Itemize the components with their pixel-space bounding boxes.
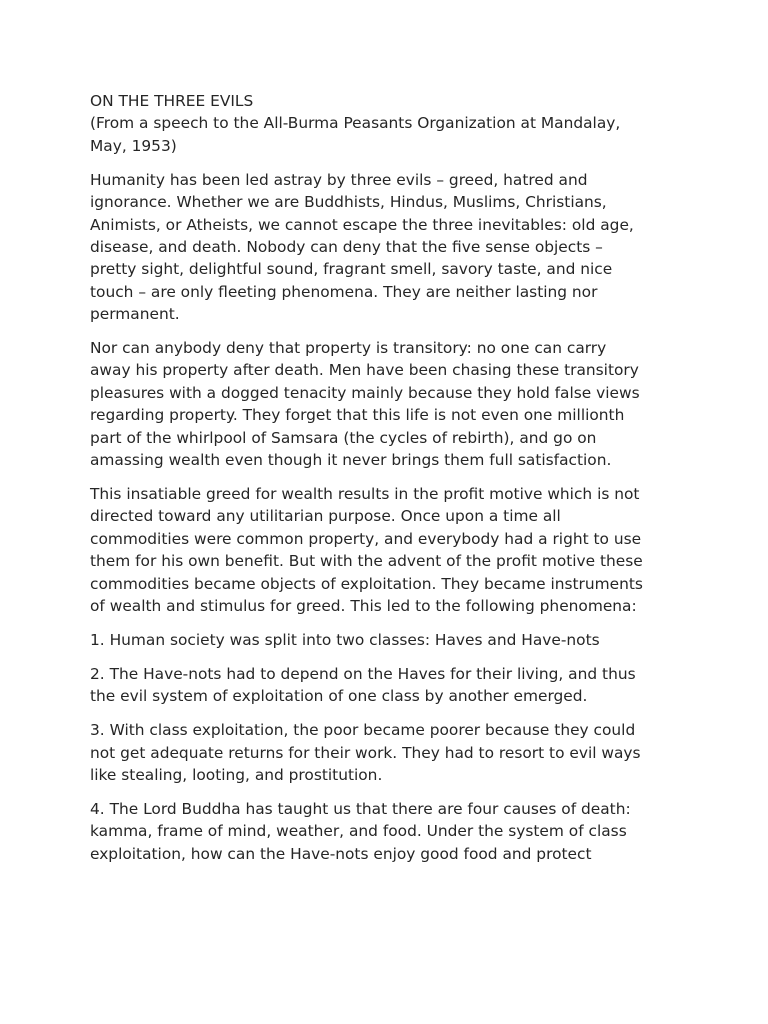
paragraph-line: ignorance. Whether we are Buddhists, Hindus, Muslims, Christians, <box>90 193 607 212</box>
paragraph-line: like stealing, looting, and prostitution. <box>90 765 383 784</box>
paragraph-line: away his property after death. Men have been chasing these transitory <box>90 361 639 380</box>
paragraph-line: commodities were common property, and everybody had a right to use <box>90 529 642 548</box>
paragraph-line: part of the whirlpool of Samsara (the cycles of rebirth), and go on <box>90 428 597 447</box>
document-heading <box>90 90 690 157</box>
paragraph-line: permanent. <box>90 305 180 324</box>
numbered-point <box>90 719 690 786</box>
paragraph <box>90 337 690 471</box>
numbered-point <box>90 663 690 708</box>
paragraph-line: directed toward any utilitarian purpose. Once upon a time all <box>90 507 561 526</box>
paragraph-line: 2. The Have-nots had to depend on the Haves for their living, and thus <box>90 664 636 683</box>
paragraph <box>90 169 690 326</box>
paragraph-line: Animists, or Atheists, we cannot escape the three inevitables: old age, <box>90 215 634 234</box>
paragraph-line: 3. With class exploitation, the poor became poorer because they could <box>90 721 636 740</box>
document-subtitle-line: May, 1953) <box>90 136 177 155</box>
paragraph-line: regarding property. They forget that this life is not even one millionth <box>90 406 625 425</box>
paragraph-line: 4. The Lord Buddha has taught us that there are four causes of death: <box>90 799 631 818</box>
paragraph-line: touch – are only fleeting phenomena. They are neither lasting nor <box>90 282 598 301</box>
numbered-point <box>90 629 690 651</box>
document-body <box>90 90 690 877</box>
paragraph-line: This insatiable greed for wealth results in the profit motive which is not <box>90 485 640 503</box>
paragraph <box>90 483 690 617</box>
paragraph-line: Humanity has been led astray by three evils – greed, hatred and <box>90 170 588 189</box>
numbered-point <box>90 798 690 865</box>
paragraph-line: commodities became objects of exploitation. They became instruments <box>90 574 643 593</box>
paragraph-line: exploitation, how can the Have-nots enjoy good food and protect <box>90 844 592 863</box>
paragraph-line: disease, and death. Nobody can deny that the five sense objects – <box>90 237 603 256</box>
paragraph-line: not get adequate returns for their work. They had to resort to evil ways <box>90 743 641 762</box>
paragraph-line: of wealth and stimulus for greed. This led to the following phenomena: <box>90 597 637 616</box>
document-subtitle-line: (From a speech to the All-Burma Peasants Organization at Mandalay, <box>90 114 621 133</box>
paragraph-line: them for his own benefit. But with the advent of the profit motive these <box>90 552 643 571</box>
paragraph-line: the evil system of exploitation of one class by another emerged. <box>90 687 588 706</box>
paragraph-line: amassing wealth even though it never brings them full satisfaction. <box>90 451 612 470</box>
paragraph-line: pretty sight, delightful sound, fragrant smell, savory taste, and nice <box>90 260 613 279</box>
paragraph-line: Nor can anybody deny that property is transitory: no one can carry <box>90 339 607 358</box>
paragraph-line: kamma, frame of mind, weather, and food. Under the system of class <box>90 822 627 841</box>
paragraph-line: pleasures with a dogged tenacity mainly because they hold false views <box>90 383 640 402</box>
document-title: ON THE THREE EVILS <box>90 92 254 110</box>
paragraph-line: 1. Human society was split into two classes: Haves and Have-nots <box>90 630 600 649</box>
